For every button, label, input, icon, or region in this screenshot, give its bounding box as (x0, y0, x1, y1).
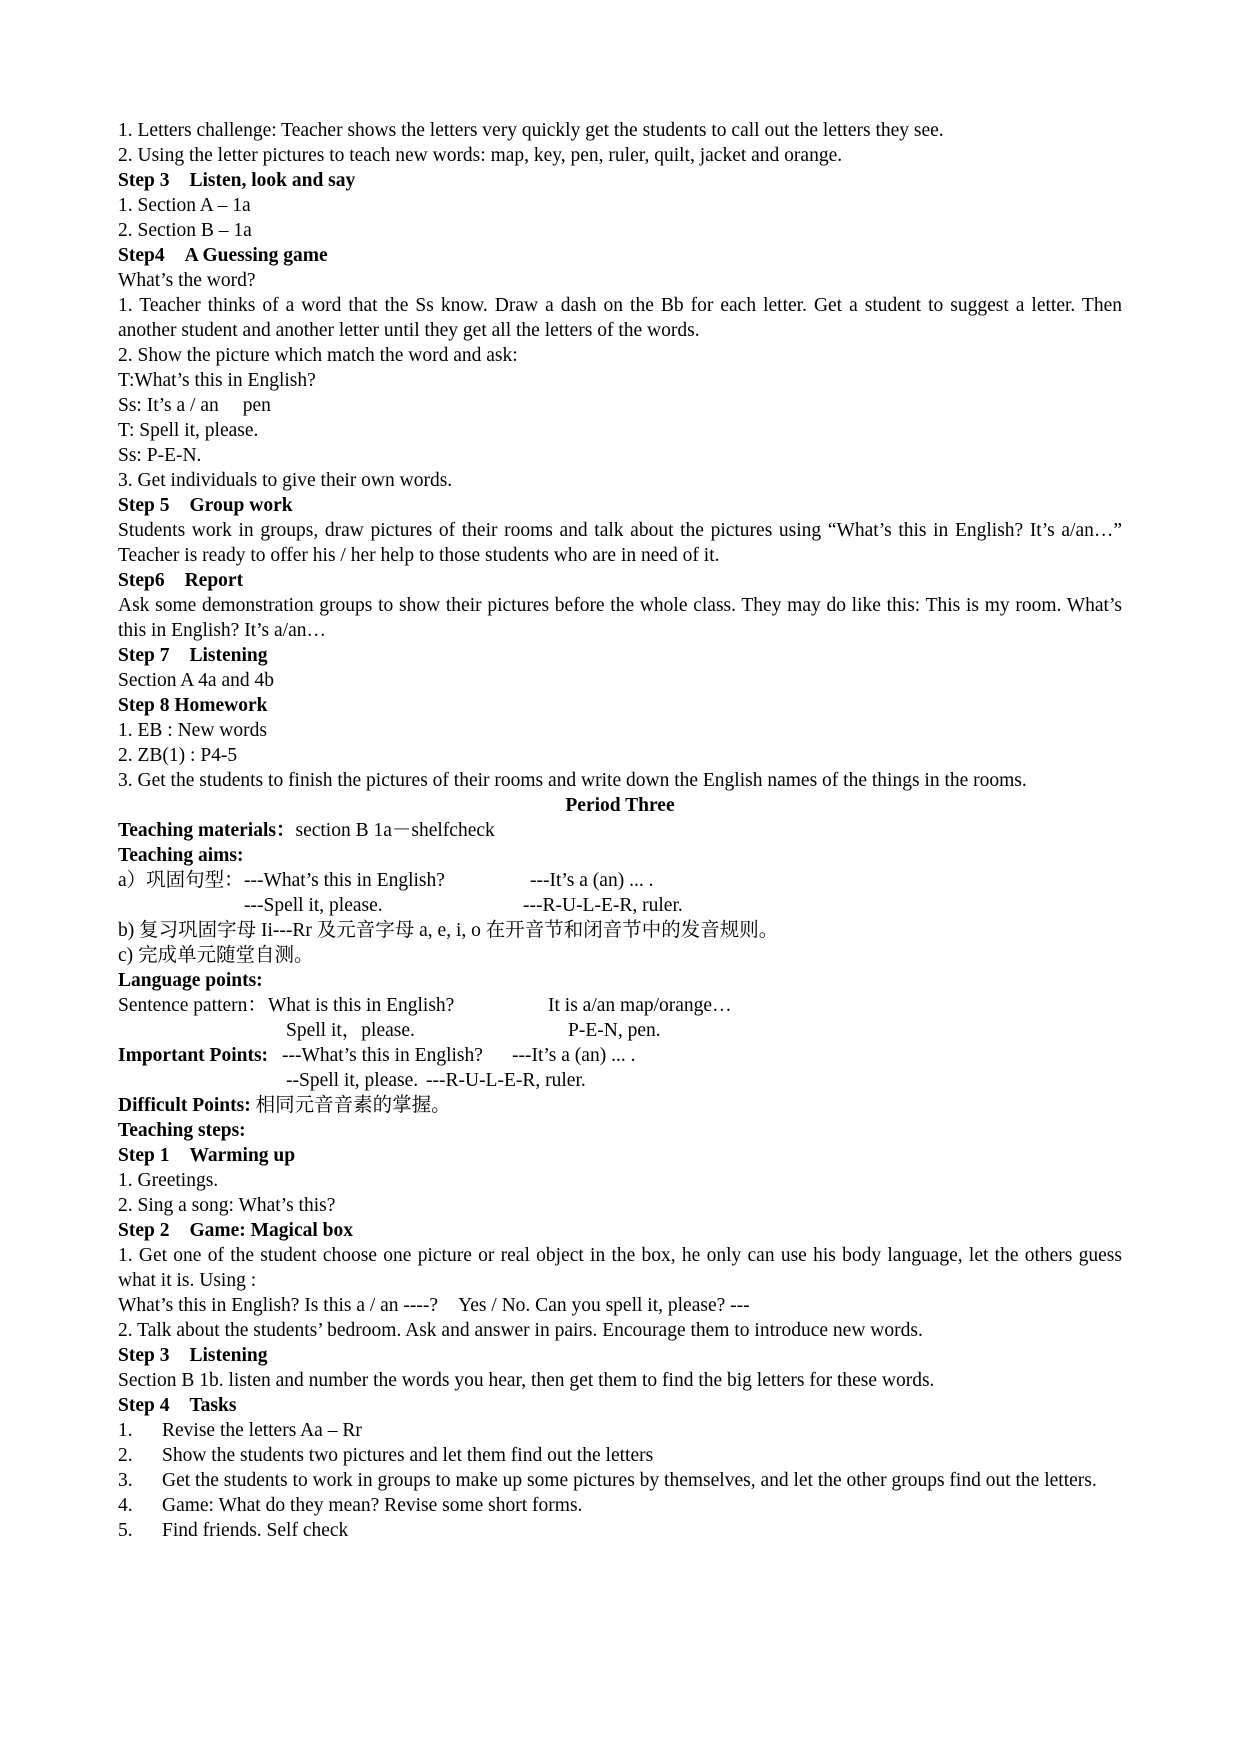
text-line: 2. Using the letter pictures to teach new words: map, key, pen, ruler, quilt, jacket and orange. (118, 145, 843, 166)
step-heading: Step6 Report (118, 570, 244, 591)
text-line: 3. Get individuals to give their own words. (118, 470, 453, 491)
language-row1: Sentence pattern： What is this in English? It is a/an map/orange… (118, 995, 732, 1016)
aim-a-row2: ---Spell it, please. ---R-U-L-E-R, ruler. (244, 895, 683, 916)
aim-a-row1: a）巩固句型： ---What’s this in English? ---It’s a (an) ... . (118, 870, 654, 891)
text-line: 2. Show the picture which match the word and ask: (118, 345, 518, 366)
step-heading: Step4 A Guessing game (118, 245, 328, 266)
paragraph: 3. Get the students to finish the pictures of their rooms and write down the English names of the things in the rooms. (118, 770, 1027, 791)
text-line: 1. Greetings. (118, 1170, 219, 1191)
task-item: 2. Show the students two pictures and let them find out the letters (118, 1445, 654, 1466)
lesson-plan-body (118, 118, 1122, 1543)
section-heading: Language points: (118, 970, 263, 991)
step-heading: Step 3 Listen, look and say (118, 170, 356, 191)
text-line: What’s the word? (118, 270, 256, 291)
step-heading: Step 8 Homework (118, 695, 268, 716)
step-heading: Step 7 Listening (118, 645, 268, 666)
text-line: Section B 1b. listen and number the words you hear, then get them to find the big letters for these words. (118, 1370, 935, 1391)
language-row2: Spell it，please. P-E-N, pen. (286, 1020, 661, 1041)
aim-b: b) 复习巩固字母 Ii---Rr 及元音字母 a, e, i, o 在开音节和闭音节中的发音规则。 (118, 920, 779, 941)
dialogue-line: T: Spell it, please. (118, 420, 259, 441)
step-heading: Step 2 Game: Magical box (118, 1220, 354, 1241)
step-heading: Step 5 Group work (118, 495, 293, 516)
text-line: 2. Sing a song: What’s this? (118, 1195, 336, 1216)
dialogue-line: Ss: It’s a / an pen (118, 395, 271, 416)
text-line: 1. EB : New words (118, 720, 267, 741)
step-heading: Step 3 Listening (118, 1345, 268, 1366)
dialogue-line: Ss: P-E-N. (118, 445, 202, 466)
text-line: 2. Talk about the students’ bedroom. Ask and answer in pairs. Encourage them to introduce new words. (118, 1320, 923, 1341)
task-item: 3. Get the students to work in groups to make up some pictures by themselves, and let the other groups find out the letters. (118, 1470, 1097, 1491)
period-title: Period Three (565, 795, 675, 816)
dialogue-line: T:What’s this in English? (118, 370, 316, 391)
section-heading: Teaching aims: (118, 845, 244, 866)
step-heading: Step 1 Warming up (118, 1145, 296, 1166)
text-line: 2. Section B – 1a (118, 220, 252, 241)
difficult-points: Difficult Points: 相同元音音素的掌握。 (118, 1095, 451, 1116)
text-line: 2. ZB(1) : P4-5 (118, 745, 238, 766)
task-item: 4. Game: What do they mean? Revise some short forms. (118, 1495, 583, 1516)
aim-c: c) 完成单元随堂自测。 (118, 945, 314, 966)
section-heading: Teaching steps: (118, 1120, 246, 1141)
important-row1: Important Points: ---What’s this in English? ---It’s a (an) ... . (118, 1045, 636, 1066)
step-heading: Step 4 Tasks (118, 1395, 237, 1416)
paragraph: 1. Teacher thinks of a word that the Ss know. Draw a dash on the Bb for each letter. Get a student to suggest a letter. Then another student and another letter until they get all the letters of the words. (118, 295, 1122, 341)
materials-line: Teaching materials：section B 1a－shelfcheck (118, 820, 495, 841)
text-line: 1. Letters challenge: Teacher shows the letters very quickly get the students to call out the letters they see. (118, 120, 944, 141)
task-item: 1. Revise the letters Aa – Rr (118, 1420, 362, 1441)
paragraph: Students work in groups, draw pictures of their rooms and talk about the pictures using “What’s this in English? It’s a/an…” Teacher is ready to offer his / her help to those students who are in need of it. (118, 520, 1122, 566)
text-line: Section A 4a and 4b (118, 670, 274, 691)
paragraph: Ask some demonstration groups to show their pictures before the whole class. They may do like this: This is my room. What’s this in English? It’s a/an… (118, 595, 1122, 641)
paragraph: 1. Get one of the student choose one picture or real object in the box, he only can use his body language, let the others guess what it is. Using : (118, 1245, 1122, 1291)
text-line: 1. Section A – 1a (118, 195, 251, 216)
important-row2: --Spell it, please. ---R-U-L-E-R, ruler. (286, 1070, 586, 1091)
task-item: 5. Find friends. Self check (118, 1520, 349, 1541)
text-line: What’s this in English? Is this a / an ----? Yes / No. Can you spell it, please? --- (118, 1295, 750, 1316)
